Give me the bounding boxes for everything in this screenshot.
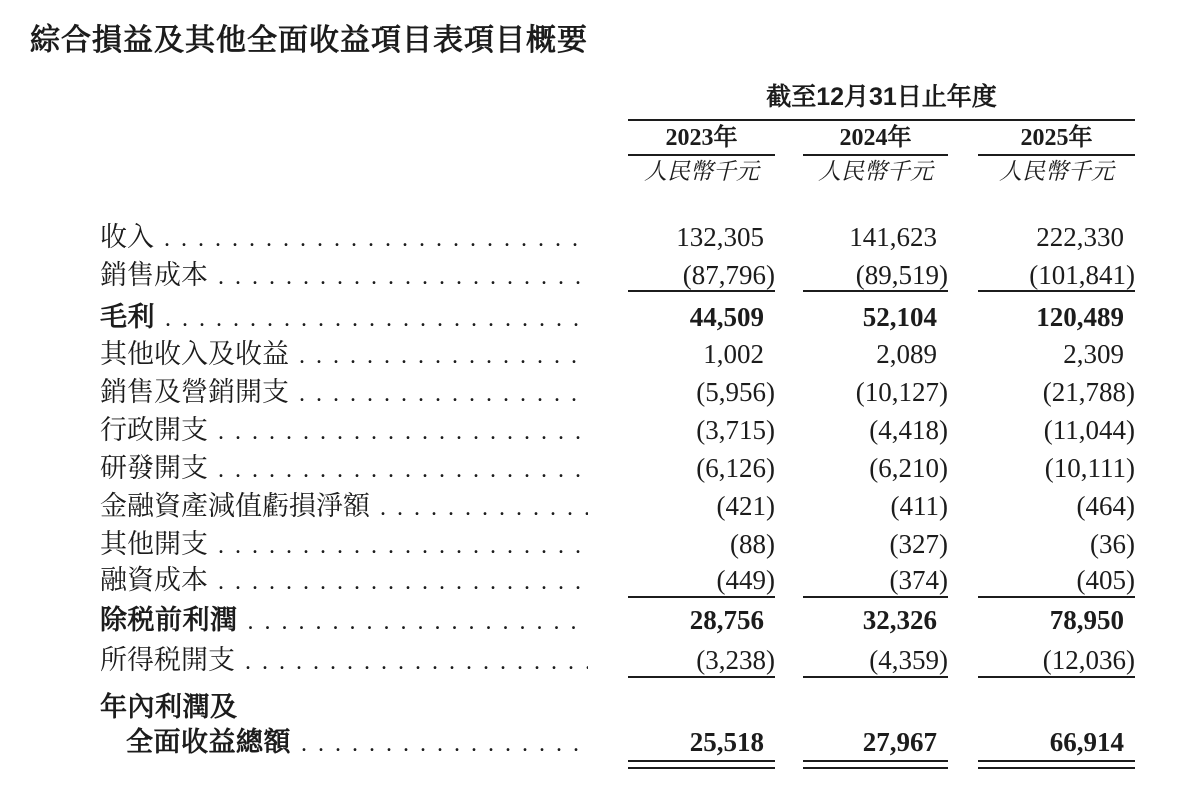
value-2025: (12,036) xyxy=(1042,645,1135,675)
subtotal-rule xyxy=(628,676,775,678)
subtotal-rule xyxy=(803,290,948,292)
subtotal-rule xyxy=(978,596,1135,598)
table-row-impairment-losses xyxy=(100,490,1135,524)
value-2023: (421) xyxy=(716,491,775,521)
value-2025: (36) xyxy=(1090,529,1135,559)
value-2023: 132,305 xyxy=(676,222,764,252)
table-row-profit-for-year-line1 xyxy=(100,691,1135,723)
dot-leader xyxy=(218,261,588,293)
dot-leader xyxy=(301,728,588,760)
column-rule xyxy=(628,154,775,156)
subtotal-rule xyxy=(803,596,948,598)
value-2024: (374) xyxy=(889,565,948,595)
header-rule xyxy=(628,119,1135,121)
value-2023: 25,518 xyxy=(689,727,764,757)
value-2023: (87,796) xyxy=(682,260,775,290)
value-2023: 44,509 xyxy=(689,302,764,332)
value-2023: (3,238) xyxy=(696,645,775,675)
value-2024: 141,623 xyxy=(849,222,937,252)
subtotal-rule xyxy=(978,290,1135,292)
table-row-other-income xyxy=(100,338,1135,372)
double-rule xyxy=(978,760,1135,769)
table-row-other-expenses xyxy=(100,528,1135,562)
table-row-finance-costs xyxy=(100,564,1135,598)
row-label: 收入 xyxy=(100,222,154,252)
row-label: 融資成本 xyxy=(100,565,208,595)
row-label: 金融資產減值虧損淨額 xyxy=(100,491,370,521)
table-row-gross-profit xyxy=(100,301,1135,335)
value-2024: (327) xyxy=(889,529,948,559)
row-label: 全面收益總額 xyxy=(126,727,291,757)
value-2024: 52,104 xyxy=(862,302,937,332)
table-row-admin-expenses xyxy=(100,414,1135,448)
value-2025: (405) xyxy=(1076,565,1135,595)
value-2023: (449) xyxy=(716,565,775,595)
value-2024: (10,127) xyxy=(855,377,948,407)
row-label: 其他開支 xyxy=(100,529,208,559)
dot-leader xyxy=(218,454,588,486)
table-row-income-tax xyxy=(100,644,1135,678)
value-2025: 120,489 xyxy=(1036,302,1124,332)
column-header-2025: 2025年 xyxy=(1020,125,1093,151)
dot-leader xyxy=(299,378,588,410)
value-2023: (3,715) xyxy=(696,415,775,445)
dot-leader xyxy=(218,530,588,562)
value-2024: 32,326 xyxy=(862,605,937,635)
row-label: 毛利 xyxy=(100,302,155,332)
value-2025: (10,111) xyxy=(1044,453,1135,483)
column-rule xyxy=(978,154,1135,156)
page-title: 綜合損益及其他全面收益項目表項目概要 xyxy=(30,24,588,57)
row-label: 所得税開支 xyxy=(100,645,235,675)
value-2024: 2,089 xyxy=(876,339,937,369)
row-label: 除税前利潤 xyxy=(100,605,238,635)
dot-leader xyxy=(299,340,588,372)
value-2025: 66,914 xyxy=(1049,727,1124,757)
value-2023: (5,956) xyxy=(696,377,775,407)
value-2024: (411) xyxy=(890,491,948,521)
row-label: 銷售及營銷開支 xyxy=(100,377,289,407)
value-2024: 27,967 xyxy=(862,727,937,757)
unit-label: 人民幣千元 xyxy=(818,159,933,184)
value-2023: 28,756 xyxy=(689,605,764,635)
double-rule xyxy=(628,760,775,769)
value-2024: (89,519) xyxy=(855,260,948,290)
table-row-selling-expenses xyxy=(100,376,1135,410)
row-label: 年內利潤及 xyxy=(100,692,238,722)
subtotal-rule xyxy=(628,596,775,598)
value-2025: 2,309 xyxy=(1063,339,1124,369)
subtotal-rule xyxy=(628,290,775,292)
subtotal-rule xyxy=(978,676,1135,678)
value-2023: (6,126) xyxy=(696,453,775,483)
value-2024: (4,359) xyxy=(869,645,948,675)
dot-leader xyxy=(245,646,588,678)
dot-leader xyxy=(380,492,588,524)
value-2025: (11,044) xyxy=(1043,415,1135,445)
value-2025: 78,950 xyxy=(1049,605,1124,635)
value-2025: (464) xyxy=(1076,491,1135,521)
column-header-2023: 2023年 xyxy=(665,125,738,151)
table-row-profit-for-year-line2 xyxy=(100,726,1135,760)
double-rule xyxy=(803,760,948,769)
table-row-profit-before-tax xyxy=(100,604,1135,638)
value-2025: (101,841) xyxy=(1029,260,1135,290)
value-2025: 222,330 xyxy=(1036,222,1124,252)
dot-leader xyxy=(164,223,588,255)
dot-leader xyxy=(218,416,588,448)
value-2023: (88) xyxy=(730,529,775,559)
value-2025: (21,788) xyxy=(1042,377,1135,407)
table-row-revenue xyxy=(100,221,1135,255)
value-2023: 1,002 xyxy=(703,339,764,369)
column-rule xyxy=(803,154,948,156)
column-header-2024: 2024年 xyxy=(839,125,912,151)
dot-leader xyxy=(248,606,589,638)
row-label: 銷售成本 xyxy=(100,260,208,290)
unit-label: 人民幣千元 xyxy=(999,159,1114,184)
table-row-rd-expenses xyxy=(100,452,1135,486)
dot-leader xyxy=(218,566,588,598)
unit-label: 人民幣千元 xyxy=(644,159,759,184)
table-row-cost-of-sales xyxy=(100,259,1135,293)
value-2024: (4,418) xyxy=(869,415,948,445)
row-label: 其他收入及收益 xyxy=(100,339,289,369)
dot-leader xyxy=(165,303,588,335)
subtotal-rule xyxy=(803,676,948,678)
row-label: 行政開支 xyxy=(100,415,208,445)
value-2024: (6,210) xyxy=(869,453,948,483)
period-header: 截至12月31日止年度 xyxy=(766,83,997,111)
row-label: 研發開支 xyxy=(100,453,208,483)
